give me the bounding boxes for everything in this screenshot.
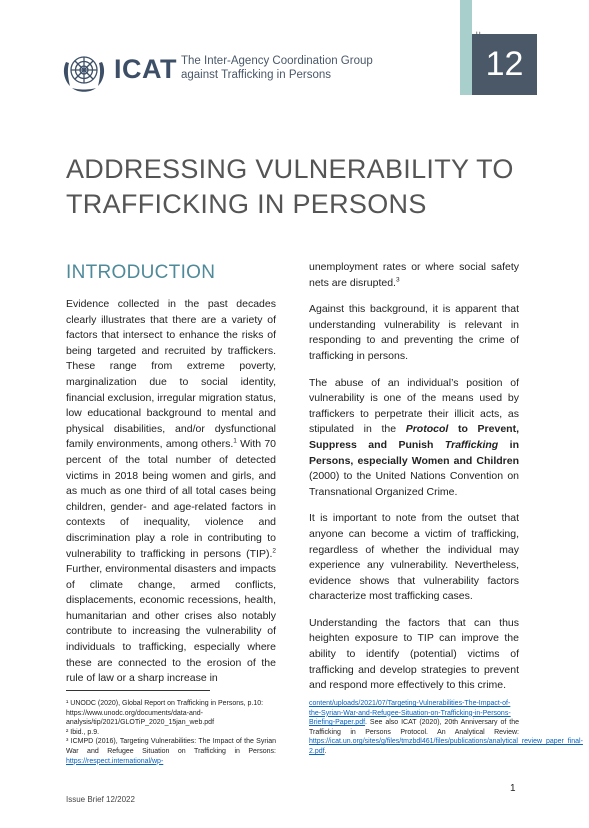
section-heading: INTRODUCTION <box>66 262 216 283</box>
footnote-link[interactable]: https://icat.un.org/sites/g/files/tmzbdl461/files/publications/analytical_review_paper_final-2.pdf <box>309 738 583 755</box>
footnote-2: ² Ibid., p.9. <box>66 728 100 736</box>
footnote-ref: 3 <box>395 276 400 284</box>
icat-logo-text: ICAT <box>114 54 177 84</box>
paragraph-protocol: The abuse of an individual’s position of vulnerability is one of the means used by traffickers to perpetrate their illicit acts, as stipulated in the Protocol to Prevent, Suppress and Punish Trafficking in Persons, especially Women and Children (2000) to the United Nations Convention on Transnational Organized Crime. <box>309 376 519 498</box>
issue-number-badge: 12 <box>472 34 537 95</box>
footnote-1: ¹ UNODC (2020), Global Report on Trafficking in Persons, p.10: https://www.unodc.org/documents/data-and-analysis/tip/2021/GLOTiP_2020_15jan_web.pdf <box>66 700 264 727</box>
organization-name: The Inter-Agency Coordination Group against Trafficking in Persons <box>181 55 373 81</box>
intro-paragraph: Evidence collected in the past decades clearly illustrates that there are a variety of factors that intersect to enhance the risks of being targeted and recruited by traffickers. These range from extreme poverty, marginalization due to social identity, financial exclusion, irregular migration status, low educational background to mental and physical disabilities, and/or dysfunctional family environments, among others.$^1$ With 70 percent of the total number of detected victims in 2018 being women and girls, and as much as one third of all total cases being children, gender- and age-related factors in contexts of inequality, violence and discrimination play a role in contributing to vulnerability to trafficking in persons (TIP).$^2$ Further, environmental disasters and impacts of climate change, armed conflicts, displacements, economic recessions, health, humanitarian and other crises also notably contribute to increasing the vulnerability of individuals to trafficking, especially where these are connected to the erosion of the rule of law or a sharp increase in <box>66 298 277 685</box>
footnotes-left <box>66 699 276 766</box>
document-title: ADDRESSING VULNERABILITY TO TRAFFICKING IN PERSONS <box>66 154 514 219</box>
left-column <box>66 297 276 698</box>
paragraph-background: Against this background, it is apparent that understanding vulnerability is relevant in responding to and preventing the crime of trafficking in persons. <box>309 303 519 362</box>
footnote-link[interactable]: content/uploads/2021/07/Targeting-Vulnerabilities-The-Impact-of-the-Syrian-War-and-Refugee-Situation-on-Trafficking-in-Persons-Briefing-Paper.pdf <box>309 700 511 727</box>
footnote-link[interactable]: https://respect.international/wp- <box>66 757 164 765</box>
page-number: 1 <box>510 783 516 794</box>
footnote-divider <box>66 690 210 691</box>
paragraph-understanding: Understanding the factors that can thus heighten exposure to TIP can improve the ability to identify (potential) victims of trafficking and develop strategies to prevent and respond more effectively to this crime. <box>309 616 519 692</box>
paragraph-continuation: unemployment rates or where social safety nets are disrupted.$^3$ <box>309 261 519 289</box>
footer-issue: Issue Brief 12/2022 <box>66 795 135 804</box>
footnotes-right: content/uploads/2021/07/Targeting-Vulnerabilities-The-Impact-of-the-Syrian-War-and-Refugee-Situation-on-Trafficking-in-Persons-Briefing-Paper.pdf. See also ICAT (2020), 20th Anniversary of the Trafficking in Persons Protocol. An Analytical Review: https://icat.un.org/sites/g/files/tmzbdl461/files/publications/analytical_review_paper_final-2.pdf. <box>309 700 583 755</box>
footnote-ref: 1 <box>233 437 237 445</box>
un-emblem-icon <box>60 48 108 96</box>
footnote-ref: 2 <box>272 547 276 554</box>
paragraph-anyone: It is important to note from the outset that anyone can become a victim of trafficking, regardless of whether the individual may experience any vulnerability. Nevertheless, evidence shows that vulnerability factors characterize most trafficking cases. <box>309 512 519 603</box>
right-column <box>309 260 519 705</box>
accent-bar <box>460 0 472 95</box>
footnote-3: ³ ICMPD (2016), Targeting Vulnerabilities: The Impact of the Syrian War and Refugee Situation on Trafficking in Persons: https://respect.international/wp- <box>66 738 276 765</box>
